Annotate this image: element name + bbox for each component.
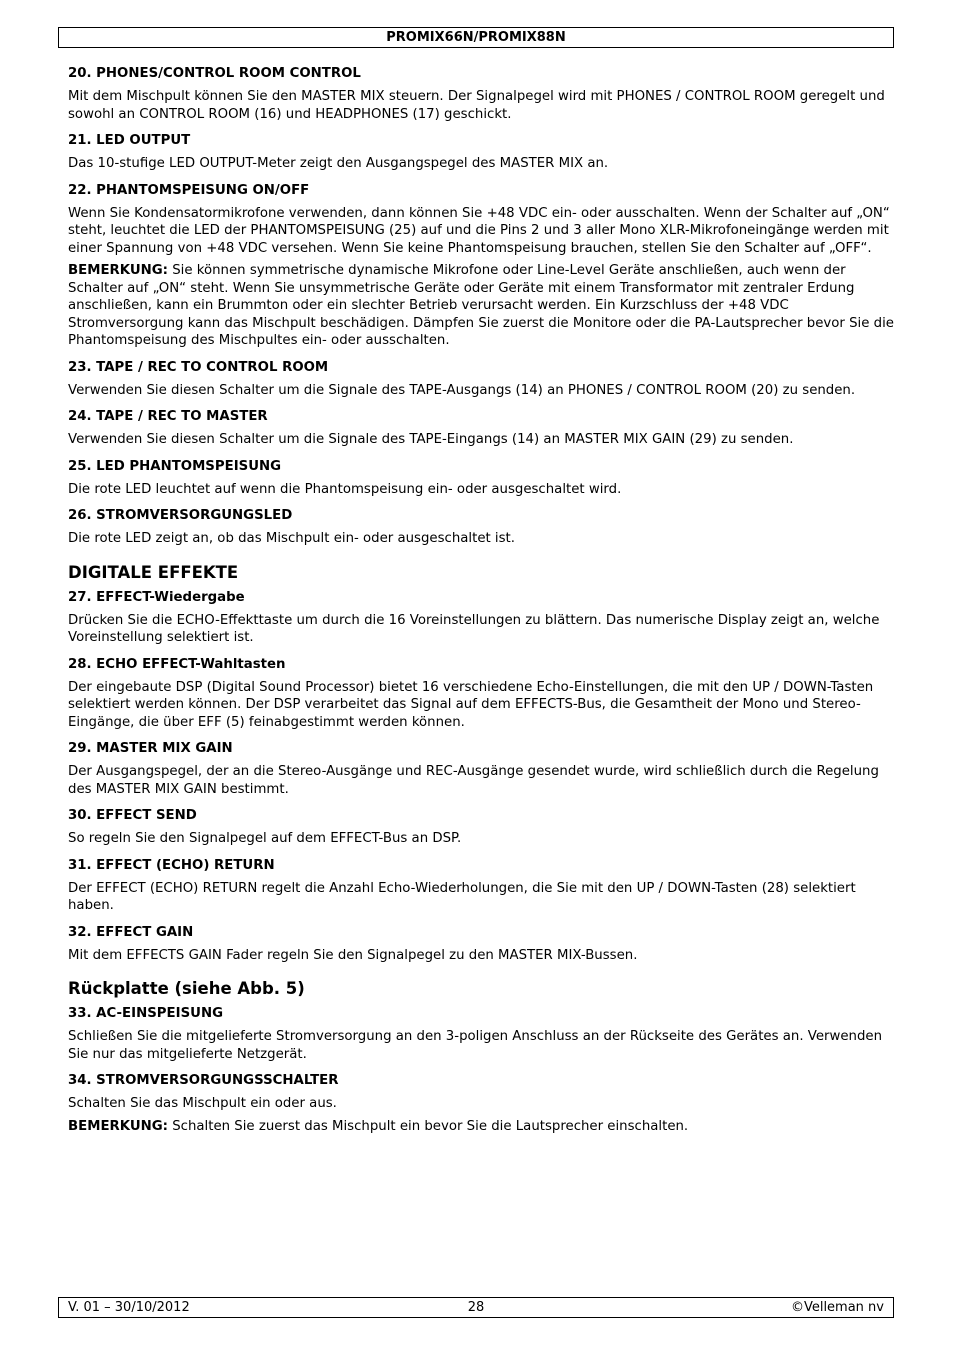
section-heading: 26. STROMVERSORGUNGSLED [68,508,293,523]
section-heading: 31. EFFECT (ECHO) RETURN [68,857,275,873]
section-paragraph: Das 10-stufige LED OUTPUT-Meter zeigt den Ausgangspegel des MASTER MIX an. [68,156,609,171]
section-23 [68,359,894,400]
page-footer [58,1297,894,1318]
section-29 [68,740,894,798]
page-header [58,27,894,48]
section-heading: 24. TAPE / REC TO MASTER [68,409,268,424]
section-paragraph: Mit dem EFFECTS GAIN Fader regeln Sie den Signalpegel zu den MASTER MIX-Bussen. [68,947,638,963]
section-paragraph: Der EFFECT (ECHO) RETURN regelt die Anzahl Echo-Wiederholungen, die Sie mit den UP / DOWN-Tasten (28) selektiert haben. [68,880,856,913]
section-paragraph: Mit dem Mischpult können Sie den MASTER MIX steuern. Der Signalpegel wird mit PHONES / CONTROL ROOM geregelt und sowohl an CONTROL ROOM (16) und HEADPHONES (17) geschickt. [68,89,885,122]
section-paragraph: Die rote LED zeigt an, ob das Mischpult ein- oder ausgeschaltet ist. [68,531,515,546]
chapter-heading-rear-panel: Rückplatte (siehe Abb. 5) [68,979,305,998]
section-heading: 29. MASTER MIX GAIN [68,741,233,756]
section-33 [68,1005,894,1063]
section-34 [68,1072,894,1135]
section-paragraph: Die rote LED leuchtet auf wenn die Phantomspeisung ein- oder ausgeschaltet wird. [68,481,622,497]
chapter-heading-digital-effects: DIGITALE EFFEKTE [68,562,239,582]
section-heading: 22. PHANTOMSPEISUNG ON/OFF [68,182,310,198]
note-label: BEMERKUNG: [68,1118,168,1134]
section-25 [68,458,894,499]
note-paragraph [68,1118,894,1136]
note-text: Sie können symmetrische dynamische Mikrofone oder Line-Level Geräte anschließen, auch wenn der Schalter auf „ON“ steht. Wenn Sie unsymmetrische Geräte oder Geräte mit einem Transformator mit zentraler Erdung anschließen, kann ein Brummton oder ein slechter Betrieb verursacht werden. Ein Kurzschluss der +48 VDC Stromversorgung kann das Mischpult beschädigen. Dämpfen Sie zuerst die Monitore oder die PA-Lautsprecher bevor Sie die Phantomspeisung des Mischpultes ein- oder ausschalten. [68,263,894,348]
section-paragraph: Schalten Sie das Mischpult ein oder aus. [68,1096,337,1111]
note-label: BEMERKUNG: [68,263,168,278]
section-27 [68,589,894,647]
section-heading: 27. EFFECT-Wiedergabe [68,589,245,605]
section-31 [68,857,894,915]
section-30 [68,807,894,848]
section-22 [68,182,894,350]
section-heading: 34. STROMVERSORGUNGSSCHALTER [68,1073,339,1088]
section-paragraph: Verwenden Sie diesen Schalter um die Signale des TAPE-Ausgangs (14) an PHONES / CONTROL ROOM (20) zu senden. [68,382,856,398]
section-paragraph: Schließen Sie die mitgelieferte Stromversorgung an den 3-poligen Anschluss an der Rückseite des Gerätes an. Verwenden Sie nur das mitgelieferte Netzgerät. [68,1029,883,1062]
section-20 [68,65,894,123]
section-heading: 32. EFFECT GAIN [68,924,194,940]
footer-copyright: ©Velleman nv [790,1300,884,1315]
footer-version: V. 01 – 30/10/2012 [68,1300,190,1315]
section-24 [68,408,894,449]
section-paragraph: Drücken Sie die ECHO-Effekttaste um durch die 16 Voreinstellungen zu blättern. Das numerische Display zeigt an, welche Voreinstellung selektiert ist. [68,612,880,645]
section-heading: 25. LED PHANTOMSPEISUNG [68,458,282,474]
section-26 [68,507,894,548]
section-paragraph: Wenn Sie Kondensatormikrofone verwenden, dann können Sie +48 VDC ein- oder ausschalten. Wenn der Schalter auf „ON“ steht, leuchtet die LED der PHANTOMSPEISUNG (25) auf und die Pins 2 und 3 aller Mono XLR-Mikrofoneingänge werden mit einer Spannung von +48 VDC versehen. Wenn Sie keine Phantomspeisung brauchen, stellen Sie den Schalter auf „OFF“. [68,205,890,256]
note-paragraph [68,262,894,350]
header-title: PROMIX66N/PROMIX88N [386,30,566,45]
section-paragraph: Verwenden Sie diesen Schalter um die Signale des TAPE-Eingangs (14) an MASTER MIX GAIN (29) zu senden. [68,432,794,447]
section-32 [68,924,894,965]
section-paragraph: Der eingebaute DSP (Digital Sound Processor) bietet 16 verschiedene Echo-Einstellungen, die mit den UP / DOWN-Tasten selektiert werden können. Der DSP verarbeitet das Signal auf dem EFFECTS-Bus, die Gesamtheit der Mono und Stereo-Eingänge, die über EFF (5) feinabgestimmt werden können. [68,679,874,730]
section-paragraph: Der Ausgangspegel, der an die Stereo-Ausgänge und REC-Ausgänge gesendet wurde, wird schließlich durch die Regelung des MASTER MIX GAIN bestimmt. [68,764,879,797]
document-body [68,65,894,1135]
section-heading: 28. ECHO EFFECT-Wahltasten [68,656,286,672]
section-28 [68,656,894,732]
section-heading: 20. PHONES/CONTROL ROOM CONTROL [68,66,361,81]
section-heading: 21. LED OUTPUT [68,133,191,148]
section-heading: 33. AC-EINSPEISUNG [68,1006,223,1021]
section-heading: 23. TAPE / REC TO CONTROL ROOM [68,359,329,375]
section-21 [68,132,894,173]
footer-page-number: 28 [467,1300,485,1315]
section-heading: 30. EFFECT SEND [68,808,197,823]
note-text: Schalten Sie zuerst das Mischpult ein bevor Sie die Lautsprecher einschalten. [168,1118,689,1134]
section-paragraph: So regeln Sie den Signalpegel auf dem EFFECT-Bus an DSP. [68,831,462,846]
